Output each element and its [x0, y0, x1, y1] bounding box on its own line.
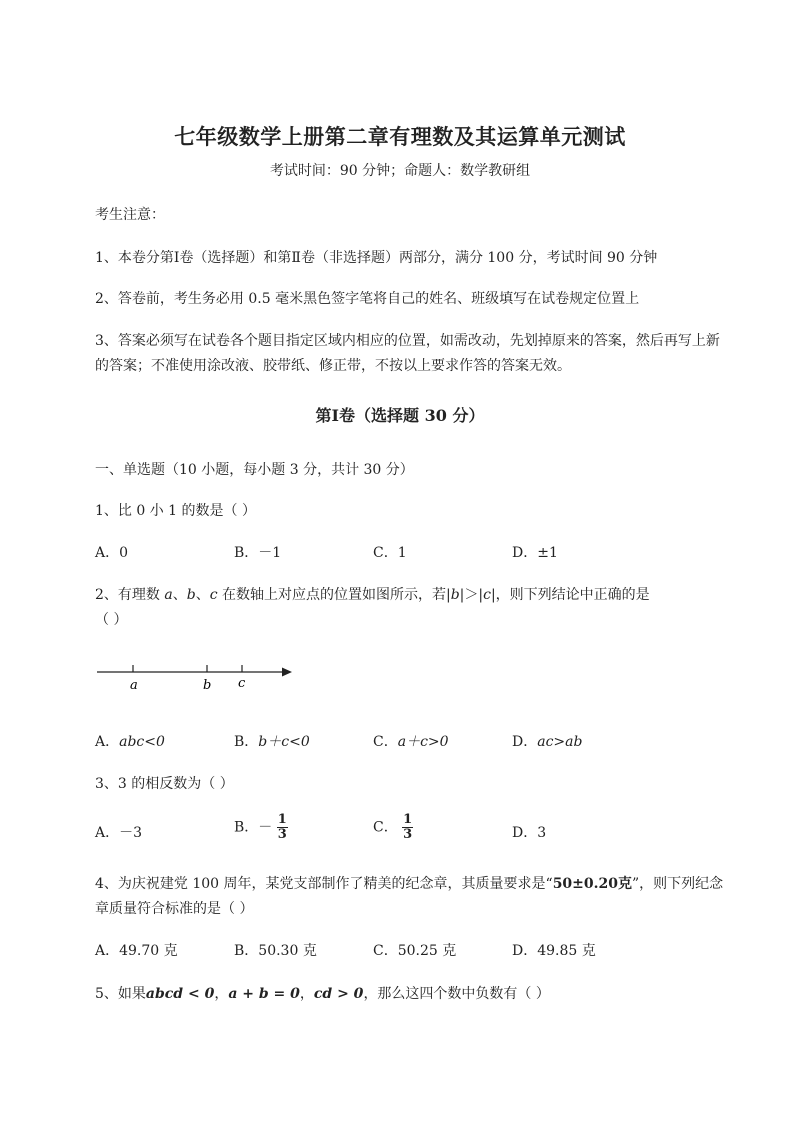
- question-1-stem: 1、比 0 小 1 的数是（ ）: [95, 503, 256, 519]
- q2-option-d: D．ac>ab: [512, 734, 583, 750]
- label-c: c: [238, 676, 246, 691]
- part-heading: 一、单选题（10 小题，每小题 3 分，共计 30 分）: [95, 462, 414, 478]
- notice-item-2: 2、答卷前，考生务必用 0.5 毫米黑色签字笔将自己的姓名、班级填写在试卷规定位置上: [95, 291, 640, 307]
- question-2-stem: 2、有理数 a、b、c 在数轴上对应点的位置如图所示，若|b|＞|c|，则下列结论中正确的是: [95, 587, 650, 603]
- q4-option-b: B．50.30 克: [234, 943, 317, 959]
- q1-option-d: D．±1: [512, 545, 558, 561]
- q2-option-c: C．a＋c>0: [373, 734, 449, 750]
- q4-option-a: A．49.70 克: [95, 943, 178, 959]
- question-2-paren: （ ）: [95, 612, 128, 628]
- q3-option-a: A．－3: [95, 825, 143, 841]
- section-title: 第Ⅰ卷（选择题 30 分）: [315, 406, 485, 425]
- question-4-stem: 4、为庆祝建党 100 周年，某党支部制作了精美的纪念章，其质量要求是“50±0.20克”，则下列纪念: [95, 876, 724, 892]
- exam-subtitle: 考试时间：90 分钟；命题人：数学教研组: [269, 163, 531, 179]
- question-3-stem: 3、3 的相反数为（ ）: [95, 776, 234, 792]
- q1-option-b: B．－1: [234, 545, 282, 561]
- q3-option-d: D．3: [512, 825, 547, 841]
- number-line-arrow: [282, 668, 292, 677]
- q2-option-a: A．abc<0: [95, 734, 165, 750]
- question-4-stem-line2: 章质量符合标准的是（ ）: [95, 901, 254, 917]
- label-b: b: [203, 678, 212, 693]
- q3-option-c: C． $\frac{1}{3}$: [373, 812, 413, 842]
- q4-option-d: D．49.85 克: [512, 943, 596, 959]
- q3-option-b: B．－ $\frac{1}{3}$: [234, 812, 287, 842]
- page-title: 七年级数学上册第二章有理数及其运算单元测试: [174, 124, 626, 149]
- notice-item-3: 3、答案必须写在试卷各个题目指定区域内相应的位置，如需改动，先划掉原来的答案，然后再写上新: [95, 333, 720, 349]
- q2-option-b: B．b＋c<0: [234, 734, 310, 750]
- q4-option-c: C．50.25 克: [373, 943, 457, 959]
- notice-item-3-cont: 的答案；不准使用涂改液、胶带纸、修正带，不按以上要求作答的答案无效。: [95, 358, 571, 374]
- fraction-one-third: $\frac{1}{3}$: [277, 812, 287, 842]
- q1-option-c: C．1: [373, 545, 407, 561]
- question-5-stem: 5、如果abcd < 0，a + b = 0，cd > 0，那么这四个数中负数有（ ）: [95, 986, 550, 1002]
- q1-option-a: A．0: [95, 545, 129, 561]
- notice-heading: 考生注意：: [95, 207, 165, 223]
- fraction-one-third: $\frac{1}{3}$: [403, 812, 413, 842]
- label-a: a: [130, 678, 138, 693]
- notice-item-1: 1、本卷分第Ⅰ卷（选择题）和第Ⅱ卷（非选择题）两部分，满分 100 分，考试时间 90 分钟: [95, 250, 658, 266]
- number-line-figure: [95, 658, 300, 698]
